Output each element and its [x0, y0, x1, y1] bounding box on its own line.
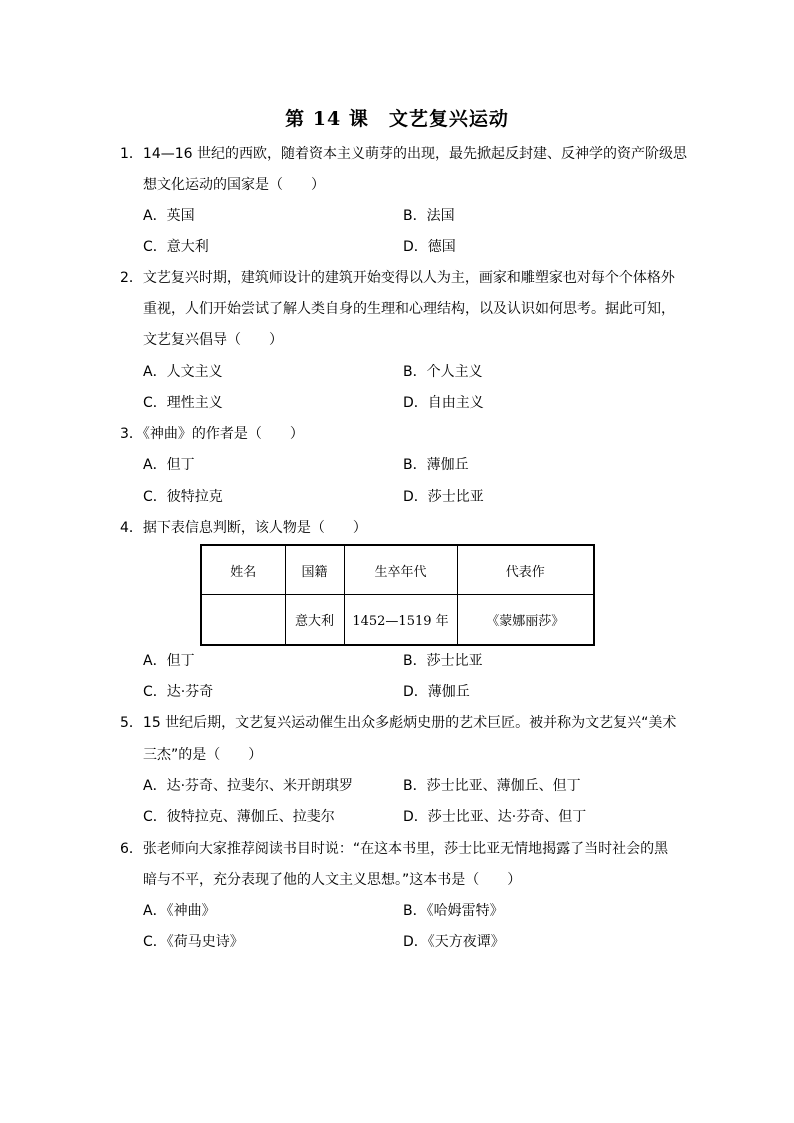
question-3-option-b: B．薄伽丘: [403, 457, 469, 473]
question-3-option-a: A．但丁: [143, 457, 195, 473]
question-6-option-d: D．《天方夜谭》: [403, 934, 505, 950]
question-4-option-b: B．莎士比亚: [403, 653, 483, 669]
question-4-line-1: 4．据下表信息判断，该人物是（ ）: [120, 520, 367, 536]
question-1-option-c: C．意大利: [143, 239, 209, 255]
question-1-option-b: B．法国: [403, 208, 455, 224]
question-6-line-2: 暗与不平，充分表现了他的人文主义思想。”这本书是（ ）: [143, 872, 522, 888]
question-2-option-d: D．自由主义: [403, 395, 484, 411]
question-1-option-a: A．英国: [143, 208, 195, 224]
question-5-option-a: A．达·芬奇、拉斐尔、米开朗琪罗: [143, 778, 354, 794]
question-4-option-a: A．但丁: [143, 653, 195, 669]
question-3-option-c: C．彼特拉克: [143, 489, 223, 505]
question-5-option-c: C．彼特拉克、薄伽丘、拉斐尔: [143, 809, 335, 825]
table-cell-works: 《蒙娜丽莎》: [457, 595, 594, 646]
question-6-line-1: 6．张老师向大家推荐阅读书目时说：“在这本书里，莎士比亚无情地揭露了当时社会的黑: [120, 841, 669, 857]
table-cell-nationality: 意大利: [285, 595, 344, 646]
question-4-option-c: C．达·芬奇: [143, 684, 214, 700]
question-2-option-a: A．人文主义: [143, 364, 223, 380]
question-2-option-c: C．理性主义: [143, 395, 223, 411]
question-4-option-d: D．薄伽丘: [403, 684, 470, 700]
question-2-option-b: B．个人主义: [403, 364, 483, 380]
question-5-option-b: B．莎士比亚、薄伽丘、但丁: [403, 778, 581, 794]
question-2-line-1: 2．文艺复兴时期，建筑师设计的建筑开始变得以人为主，画家和雕塑家也对每个个体格外: [120, 270, 675, 286]
question-2-line-3: 文艺复兴倡导（ ）: [143, 332, 283, 348]
table-header-works: 代表作: [457, 545, 594, 595]
question-5-line-2: 三杰”的是（ ）: [143, 747, 263, 763]
table-header-row: [201, 545, 594, 595]
person-info-table: [200, 544, 595, 646]
table-header-nationality: 国籍: [285, 545, 344, 595]
table-row: [201, 595, 594, 646]
question-1-line-1: 1．14—16 世纪的西欧，随着资本主义萌芽的出现，最先掀起反封建、反神学的资产阶级思: [120, 146, 687, 162]
question-2-line-2: 重视，人们开始尝试了解人类自身的生理和心理结构，以及认识如何思考。据此可知，: [143, 301, 675, 317]
question-1-line-2: 想文化运动的国家是（ ）: [143, 177, 325, 193]
question-6-option-a: A．《神曲》: [143, 903, 216, 919]
page-title: 第 14 课 文艺复兴运动: [285, 108, 509, 130]
table-header-lifespan: 生卒年代: [344, 545, 457, 595]
question-6-option-b: B．《哈姆雷特》: [403, 903, 504, 919]
question-3-line-1: 3．《神曲》的作者是（ ）: [120, 426, 304, 442]
question-1-option-d: D．德国: [403, 239, 456, 255]
question-5-line-1: 5．15 世纪后期，文艺复兴运动催生出众多彪炳史册的艺术巨匠。被并称为文艺复兴“美术: [120, 715, 677, 731]
question-6-option-c: C．《荷马史诗》: [143, 934, 244, 950]
table-cell-name: [201, 595, 285, 646]
table-header-name: 姓名: [201, 545, 285, 595]
table-cell-lifespan: 1452—1519 年: [344, 595, 457, 646]
question-5-option-d: D．莎士比亚、达·芬奇、但丁: [403, 809, 587, 825]
question-3-option-d: D．莎士比亚: [403, 489, 484, 505]
